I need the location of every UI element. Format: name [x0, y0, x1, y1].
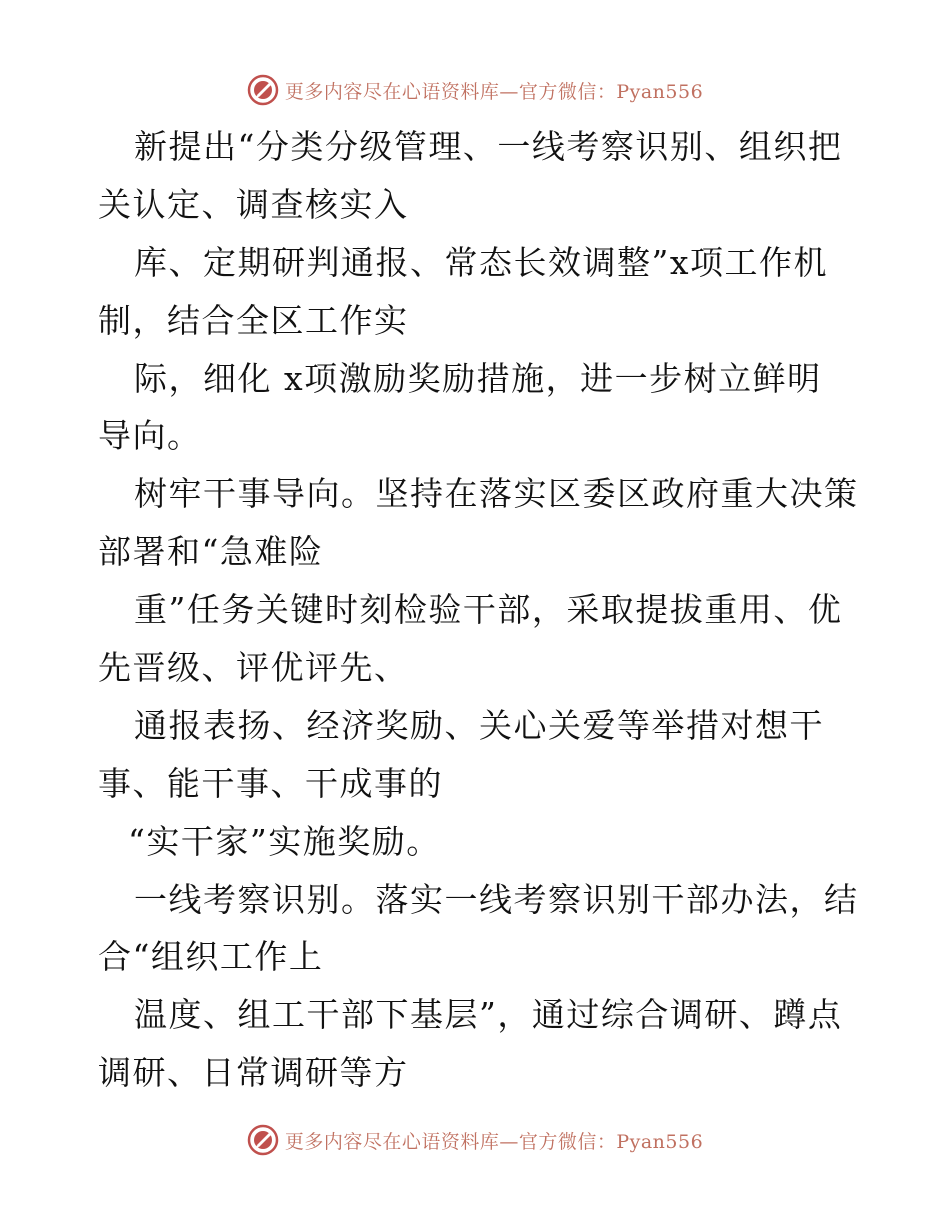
text-line: 关认定、调查核实入: [98, 184, 409, 224]
text-line: 库、定期研判通报、常态长效调整”x项工作机: [134, 242, 828, 282]
text-line: “实干家”实施奖励。: [128, 821, 441, 861]
text-line: 部署和“急难险: [98, 532, 324, 572]
text-line: 树牢干事导向。坚持在落实区委区政府重大决策: [134, 474, 859, 514]
text-line: 导向。: [98, 416, 202, 456]
text-line: 通报表扬、经济奖励、关心关爱等举措对想干: [134, 705, 824, 745]
footer-banner-text: 更多内容尽在心语资料库—官方微信：Pyan556: [284, 1130, 704, 1153]
footer-banner: [0, 1120, 950, 1160]
text-line: 际，细化 x项激励奖励措施，进一步树立鲜明: [134, 358, 822, 398]
header-banner: [0, 70, 950, 110]
text-line: 先晋级、评优评先、: [98, 648, 409, 688]
text-line: 一线考察识别。落实一线考察识别干部办法，结: [134, 879, 859, 919]
header-banner-text: 更多内容尽在心语资料库—官方微信：Pyan556: [284, 80, 704, 103]
text-line: 事、能干事、干成事的: [98, 763, 443, 803]
text-line: 制，结合全区工作实: [98, 300, 409, 340]
logo-icon: [247, 1124, 279, 1156]
text-line: 重”任务关键时刻检验干部，采取提拔重用、优: [134, 590, 843, 630]
logo-icon: [247, 74, 279, 106]
text-line: 合“组织工作上: [98, 937, 324, 977]
text-line: 新提出“分类分级管理、一线考察识别、组织把: [134, 127, 843, 166]
text-line: 调研、日常调研等方: [98, 1053, 409, 1093]
text-line: 温度、组工干部下基层”，通过综合调研、蹲点: [134, 995, 843, 1035]
body-text: [98, 118, 858, 1102]
